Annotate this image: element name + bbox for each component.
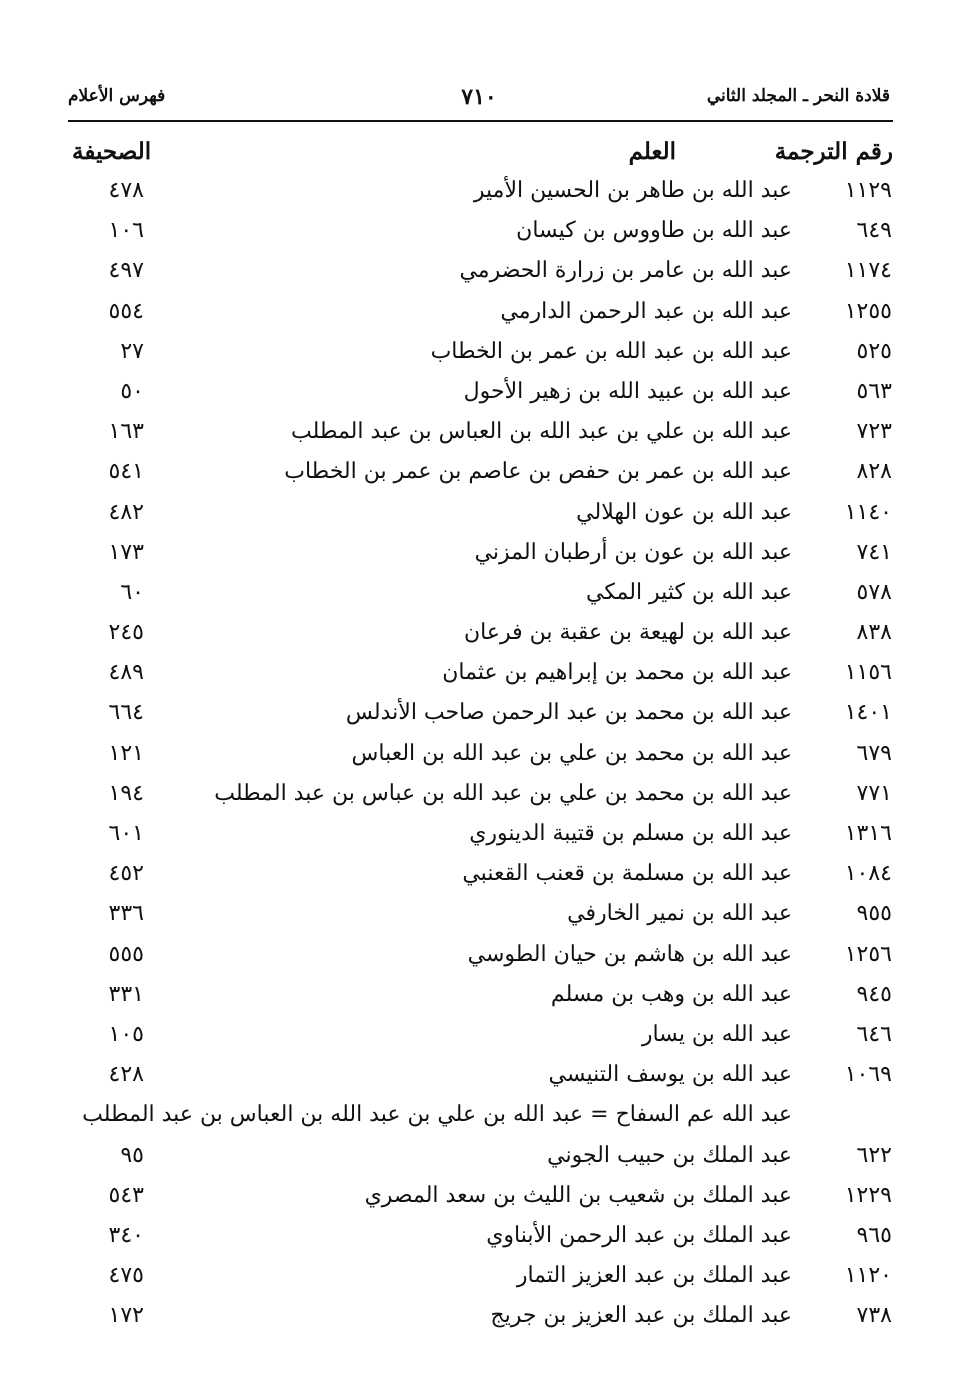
index-entry: [0, 538, 956, 578]
entry-number: ٦٤٩: [856, 218, 892, 244]
entry-name: عبد الله بن يسار: [641, 1021, 792, 1047]
entry-name: عبد الملك بن شعيب بن الليث بن سعد المصري: [364, 1182, 792, 1208]
book-title: قلادة النحر ـ المجلد الثاني: [706, 86, 890, 106]
entry-page: ١٧٣: [108, 539, 144, 565]
entry-number: ١٠٦٩: [844, 1062, 892, 1088]
running-head: [68, 82, 890, 118]
index-entry: [0, 1181, 956, 1221]
entry-page: ١٠٥: [108, 1021, 144, 1047]
entry-number: ١١٤٠: [844, 499, 892, 525]
entry-number: ١١٥٦: [844, 660, 892, 686]
entry-number: ٦٤٦: [856, 1021, 892, 1047]
entry-name: عبد الله بن عبد الرحمن الدارمي: [500, 298, 792, 324]
entry-page: ٢٤٥: [108, 620, 144, 646]
entry-name: عبد الله بن محمد بن علي بن عبد الله بن العباس: [351, 740, 792, 766]
entry-page: ١٠٦: [108, 218, 144, 244]
entry-number: ١٢٢٩: [844, 1182, 892, 1208]
entry-number: ١٢٥٥: [844, 298, 892, 324]
index-entry: [0, 618, 956, 658]
entry-page: ٥٠: [120, 378, 144, 404]
index-entry: [0, 658, 956, 698]
index-entry: [0, 739, 956, 779]
cross-reference-entry: [0, 1100, 956, 1140]
entry-name: عبد الله بن محمد بن علي بن عبد الله بن عباس بن عبد المطلب: [214, 780, 792, 806]
index-entry: [0, 337, 956, 377]
index-entry: [0, 1261, 956, 1301]
entry-number: ١١٧٤: [844, 258, 892, 284]
entry-number: ٧٧١: [856, 780, 892, 806]
entry-name: عبد الله بن عون بن أرطبان المزني: [474, 539, 792, 565]
entry-page: ٦٦٤: [108, 700, 144, 726]
column-header-number: رقم الترجمة: [774, 138, 893, 165]
index-entry: [0, 216, 956, 256]
entry-name: عبد الله بن طاووس بن كيسان: [516, 218, 792, 244]
entry-name: عبد الله بن عامر بن زرارة الحضرمي: [459, 258, 792, 284]
index-entry: [0, 1301, 956, 1341]
entry-page: ٣٣١: [108, 981, 144, 1007]
entry-number: ٧٤١: [856, 539, 892, 565]
entry-name: عبد الله بن عبيد الله بن زهير الأحول: [463, 378, 792, 404]
index-entry: [0, 1221, 956, 1261]
index-entry: [0, 417, 956, 457]
entry-name: عبد الله بن مسلم بن قتيبة الدينوري: [469, 821, 792, 846]
entry-number: ٧٢٣: [856, 419, 892, 445]
entry-name: عبد الملك بن عبد الرحمن الأبناوي: [486, 1222, 792, 1248]
index-entry: [0, 899, 956, 939]
section-title: فهرس الأعلام: [68, 86, 166, 106]
entry-name: عبد الله بن كثير المكي: [586, 579, 792, 605]
entry-name: عبد الله بن محمد بن إبراهيم بن عثمان: [442, 660, 792, 686]
entry-page: ٥٤١: [108, 459, 144, 485]
index-entry: [0, 297, 956, 337]
index-entry: [0, 980, 956, 1020]
index-entry: [0, 578, 956, 618]
entry-name: عبد الله بن هاشم بن حيان الطوسي: [467, 941, 792, 967]
index-entry: [0, 859, 956, 899]
index-entries: [0, 176, 956, 1341]
entry-name: عبد الله عم السفاح = عبد الله بن علي بن عبد الله بن العباس بن عبد المطلب: [82, 1102, 792, 1128]
entry-number: ٦٧٩: [856, 740, 892, 766]
entry-page: ٤٥٢: [108, 861, 144, 887]
entry-name: عبد الله بن لهيعة بن عقبة بن فرعان: [464, 620, 792, 646]
entry-name: عبد الله بن محمد بن عبد الرحمن صاحب الأندلس: [345, 700, 792, 726]
index-entry: [0, 457, 956, 497]
entry-number: ٩٦٥: [856, 1222, 892, 1248]
entry-name: عبد الله بن عبد الله بن عمر بن الخطاب: [430, 338, 792, 364]
entry-number: ١٣١٦: [844, 821, 892, 846]
column-header-name: العلم: [628, 138, 676, 165]
entry-name: عبد الملك بن حبيب الجوني: [547, 1142, 792, 1168]
entry-name: عبد الله بن طاهر بن الحسين الأمير: [473, 178, 792, 203]
entry-number: ٦٢٢: [856, 1142, 892, 1168]
index-entry: [0, 1060, 956, 1100]
index-entry: [0, 498, 956, 538]
entry-name: عبد الله بن يوسف التنيسي: [548, 1062, 792, 1088]
entry-name: عبد الملك بن عبد العزيز التمار: [516, 1263, 792, 1289]
entry-page: ٥٤٣: [108, 1182, 144, 1208]
entry-name: عبد الله بن عون الهلالي: [576, 499, 792, 525]
entry-number: ٥٢٥: [856, 338, 892, 364]
entry-page: ٤٨٢: [108, 499, 144, 525]
index-entry: [0, 377, 956, 417]
entry-page: ٥٥٥: [108, 941, 144, 967]
entry-number: ١٤٠١: [844, 700, 892, 726]
entry-number: ٨٣٨: [856, 620, 892, 646]
entry-number: ١٠٨٤: [844, 861, 892, 887]
entry-number: ٩٥٥: [856, 901, 892, 927]
entry-page: ٤٩٧: [108, 258, 144, 284]
index-entry: [0, 819, 956, 859]
entry-page: ٤٨٩: [108, 660, 144, 686]
entry-page: ١٧٢: [108, 1303, 144, 1329]
entry-number: ١١٢٠: [844, 1263, 892, 1289]
header-rule: [68, 120, 893, 122]
entry-page: ٤٧٥: [108, 1263, 144, 1289]
index-entry: [0, 256, 956, 296]
entry-page: ٣٤٠: [108, 1222, 144, 1248]
entry-name: عبد الله بن عمر بن حفص بن عاصم بن عمر بن الخطاب: [284, 459, 792, 485]
entry-page: ٥٥٤: [108, 298, 144, 324]
index-entry: [0, 940, 956, 980]
column-header-page: الصحيفة: [72, 138, 152, 165]
entry-number: ٩٤٥: [856, 981, 892, 1007]
entry-name: عبد الله بن نمير الخارفي: [567, 901, 792, 927]
entry-page: ٣٣٦: [108, 901, 144, 927]
index-entry: [0, 1141, 956, 1181]
entry-number: ١١٢٩: [844, 178, 892, 203]
index-entry: [0, 176, 956, 216]
entry-page: ١٩٤: [108, 780, 144, 806]
index-entry: [0, 779, 956, 819]
entry-page: ٢٧: [120, 338, 144, 364]
entry-page: ٩٥: [120, 1142, 144, 1168]
entry-page: ٤٢٨: [108, 1062, 144, 1088]
index-entry: [0, 1020, 956, 1060]
entry-number: ٥٧٨: [856, 579, 892, 605]
entry-number: ٥٦٣: [856, 378, 892, 404]
entry-page: ١٦٣: [108, 419, 144, 445]
entry-name: عبد الملك بن عبد العزيز بن جريج: [490, 1303, 792, 1329]
entry-number: ٧٣٨: [856, 1303, 892, 1329]
entry-page: ٦٠: [120, 579, 144, 605]
entry-number: ٨٢٨: [856, 459, 892, 485]
entry-page: ٦٠١: [108, 821, 144, 846]
entry-name: عبد الله بن مسلمة بن قعنب القعنبي: [462, 861, 792, 887]
entry-name: عبد الله بن علي بن عبد الله بن العباس بن عبد المطلب: [291, 419, 792, 445]
entry-name: عبد الله بن وهب بن مسلم: [550, 981, 792, 1007]
entry-number: ١٢٥٦: [844, 941, 892, 967]
page-number: ٧١٠: [461, 84, 497, 110]
index-entry: [0, 698, 956, 738]
entry-page: ٤٧٨: [108, 178, 144, 203]
entry-page: ١٢١: [108, 740, 144, 766]
